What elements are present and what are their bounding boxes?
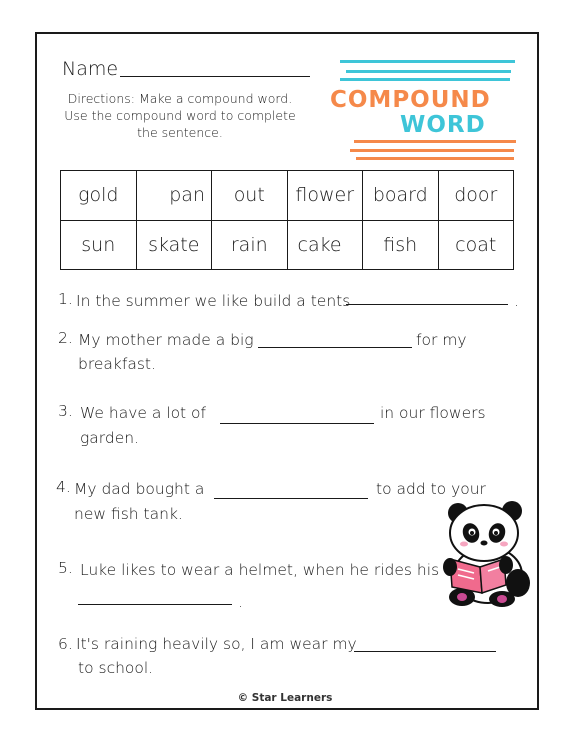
title-word: WORD [400,112,486,138]
title-stripe-top-3 [340,78,510,81]
question-2-after: for my [416,331,467,349]
question-4-text: My dad bought a [74,480,205,498]
word-cell: pan [136,171,212,221]
question-4-number: 4. [56,478,71,496]
directions [60,90,300,141]
question-5-answer-line[interactable] [78,604,232,605]
question-5-text: Luke likes to wear a helmet, when he rides his [80,561,440,579]
question-4-continuation: new fish tank. [74,505,183,523]
question-5-period: . [238,593,243,611]
question-1-answer-line[interactable] [346,304,508,305]
title-stripe-top-2 [346,70,511,73]
word-cell: skate [136,220,212,270]
word-cell: gold [61,171,137,221]
word-cell: coat [438,220,514,270]
directions-line-2: Use the compound word to complete [64,108,296,123]
question-1-period: . [514,292,519,310]
question-6-number: 6. [58,635,73,653]
question-1-number: 1. [58,290,73,308]
title-compound: COMPOUND [330,87,491,113]
name-label: Name [62,58,119,80]
question-1-text: In the summer we like build a tents [76,292,351,310]
question-3-answer-line[interactable] [220,423,374,424]
word-table [60,170,514,270]
question-2-number: 2. [58,329,73,347]
question-4-answer-line[interactable] [214,498,368,499]
word-cell: board [363,171,439,221]
question-6-answer-line[interactable] [354,651,496,652]
title-stripe-bottom-2 [350,149,514,152]
name-input-line[interactable] [120,76,310,77]
question-3-text: We have a lot of [80,404,206,422]
panda-reading-icon [436,497,536,607]
word-cell: flower [287,171,363,221]
title-stripe-bottom-3 [356,157,514,160]
question-2-text: My mother made a big [78,331,254,349]
word-cell: sun [61,220,137,270]
question-2-continuation: breakfast. [78,355,156,373]
question-5-number: 5. [58,559,73,577]
title-stripe-top-1 [340,60,515,63]
word-cell: out [212,171,288,221]
footer-credit: © Star Learners [237,692,333,704]
question-6-continuation: to school. [78,659,154,677]
word-row [61,171,514,221]
word-cell: rain [212,220,288,270]
question-3-continuation: garden. [80,429,140,447]
question-6-text: It's raining heavily so, I am wear my [76,635,357,653]
question-3-number: 3. [58,402,73,420]
word-cell: cake [287,220,363,270]
question-2-answer-line[interactable] [258,347,412,348]
title-stripe-bottom-1 [354,140,516,143]
directions-line-3: the sentence. [137,125,223,140]
word-cell: fish [363,220,439,270]
directions-line-1: Directions: Make a compound word. [67,91,293,106]
question-3-after: in our flowers [380,404,486,422]
question-4-after: to add to your [376,480,486,498]
word-cell: door [438,171,514,221]
word-row [61,220,514,270]
